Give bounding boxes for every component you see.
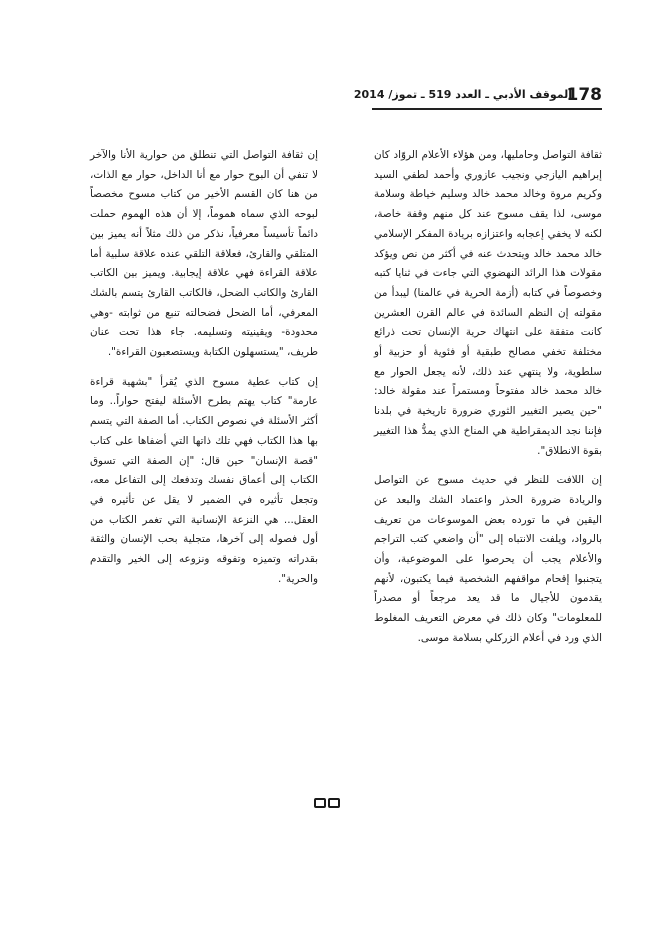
paragraph: ثقافة التواصل وحامليها، ومن هؤلاء الأعلام الروّاد كان إبراهيم اليازجي ونجيب عازوري وأحمد لطفي السيد وكريم مروة وخالد محمد خالد وسليم خياطة وسلامة موسى، لذا يقف مسوح عند كل منهم وقفة خاصة، لكنه لا يخفي إعجابه واعتزازه بريادة المفكر الإسلامي خالد محمد خالد ويتحدث عنه في أكثر من نص ويؤكد مقولات هذا الرائد النهضوي التي جاءت في ثنايا كتبه وخصوصاً في كتابه (أزمة الحرية في عالمنا) ليبدأ من مقولته إن النظم السائدة في عالم القرن العشرين كانت متفقة على انتهاك حرية الإنسان تحت ذرائع مختلفة تخفي مصالح طبقية أو فئوية أو حزبية أو سلطوية، ولا ينتهي عند ذلك، لأنه يجعل الحوار مع خالد محمد خالد مفتوحاً ومستمراً عند مقولة خالد: "حين يصير التغيير الثوري ضرورة تاريخية في بلدنا فإننا نجد الديمقراطية هي المناخ الذي يمدُّ هذا التغيير بقوة الانطلاق".: [374, 149, 602, 457]
running-header: [353, 84, 602, 112]
paragraph: إن اللافت للنظر في حديث مسوح عن التواصل والريادة ضرورة الحذر واعتماد الشك والبعد عن اليقين في ما تورده بعض الموسوعات من تعريف بالرواد، ويلفت الانتباه إلى "أن واضعي كتب التراجم والأعلام يجب أن يحرصوا على الموضوعية، وأن يتجنبوا إقحام مواقفهم الشخصية فيما يكتبون، لأنهم يقدمون للأجيال ما قد يعد مرجعاً أو مصدراً للمعلومات" وكان ذلك في معرض التعريف المغلوط الذي ورد في أعلام الزركلي بسلامة موسى.: [374, 474, 602, 644]
end-ornament-icon: [311, 798, 345, 810]
journal-issue-info: الموقف الأدبي ـ العدد 519 ـ تموز/ 2014: [353, 88, 572, 101]
header-rule: [372, 108, 602, 110]
square-ornament-icon: [314, 798, 326, 808]
square-ornament-icon: [328, 798, 340, 808]
paragraph: إن ثقافة التواصل التي تنطلق من حوارية الأنا والآخر لا تنفي أن البوح حوار مع أنا الداخل، حوار مع الذات، من هنا كان القسم الأخير من كتاب مسوح مخصصاً لبوحه الذي سماه هموماً، إلا أن هذه الهموم حملت دائماً تأسيساً معرفياً، نذكر من ذلك مثلاً أنه يميز بين المتلقي والقارئ، فعلاقة التلقي عنده علاقة سلبية أما علاقة القراءة فهي علاقة إيجابية. ويميز بين الكاتب القارئ والكاتب الضحل، فالكاتب القارئ يتسم بالشك المعرفي، أما الضحل فضحالته تنبع من ثوابته -وهي محدودة- ويقينيته وتسليمه. جاء هذا تحت عنان طريف، "يستسهلون الكتابة ويستصعبون القراءة".: [90, 149, 318, 359]
page-number: 178: [566, 85, 602, 105]
right-column: [374, 146, 602, 659]
paragraph: إن كتاب عطية مسوح الذي يُقرأ "بشهية قراءة عارمة" كتاب يهتم بطرح الأسئلة ليفتح حواراً.. وما أكثر الأسئلة في نصوص الكتاب. أما الصفة التي يتسم بها هذا الكتاب فهي تلك ذاتها التي أضفاها على كتاب "قصة الإنسان" حين قال: "إن الصفة التي تسوق الكتاب إلى أعماق نفسك وتدفعك إلى التفاعل معه، وتجعل تأثيره في الضمير لا يقل عن تأثيره في العقل... هي النزعة الإنسانية التي تغمر الكتاب من أول فصوله إلى آخرها، متجلية بحب الإنسان والثقة بقدراته وتميزه وتفوقه ونزوعه إلى الخير والتقدم والحرية".: [90, 375, 318, 585]
left-column: [90, 146, 318, 599]
